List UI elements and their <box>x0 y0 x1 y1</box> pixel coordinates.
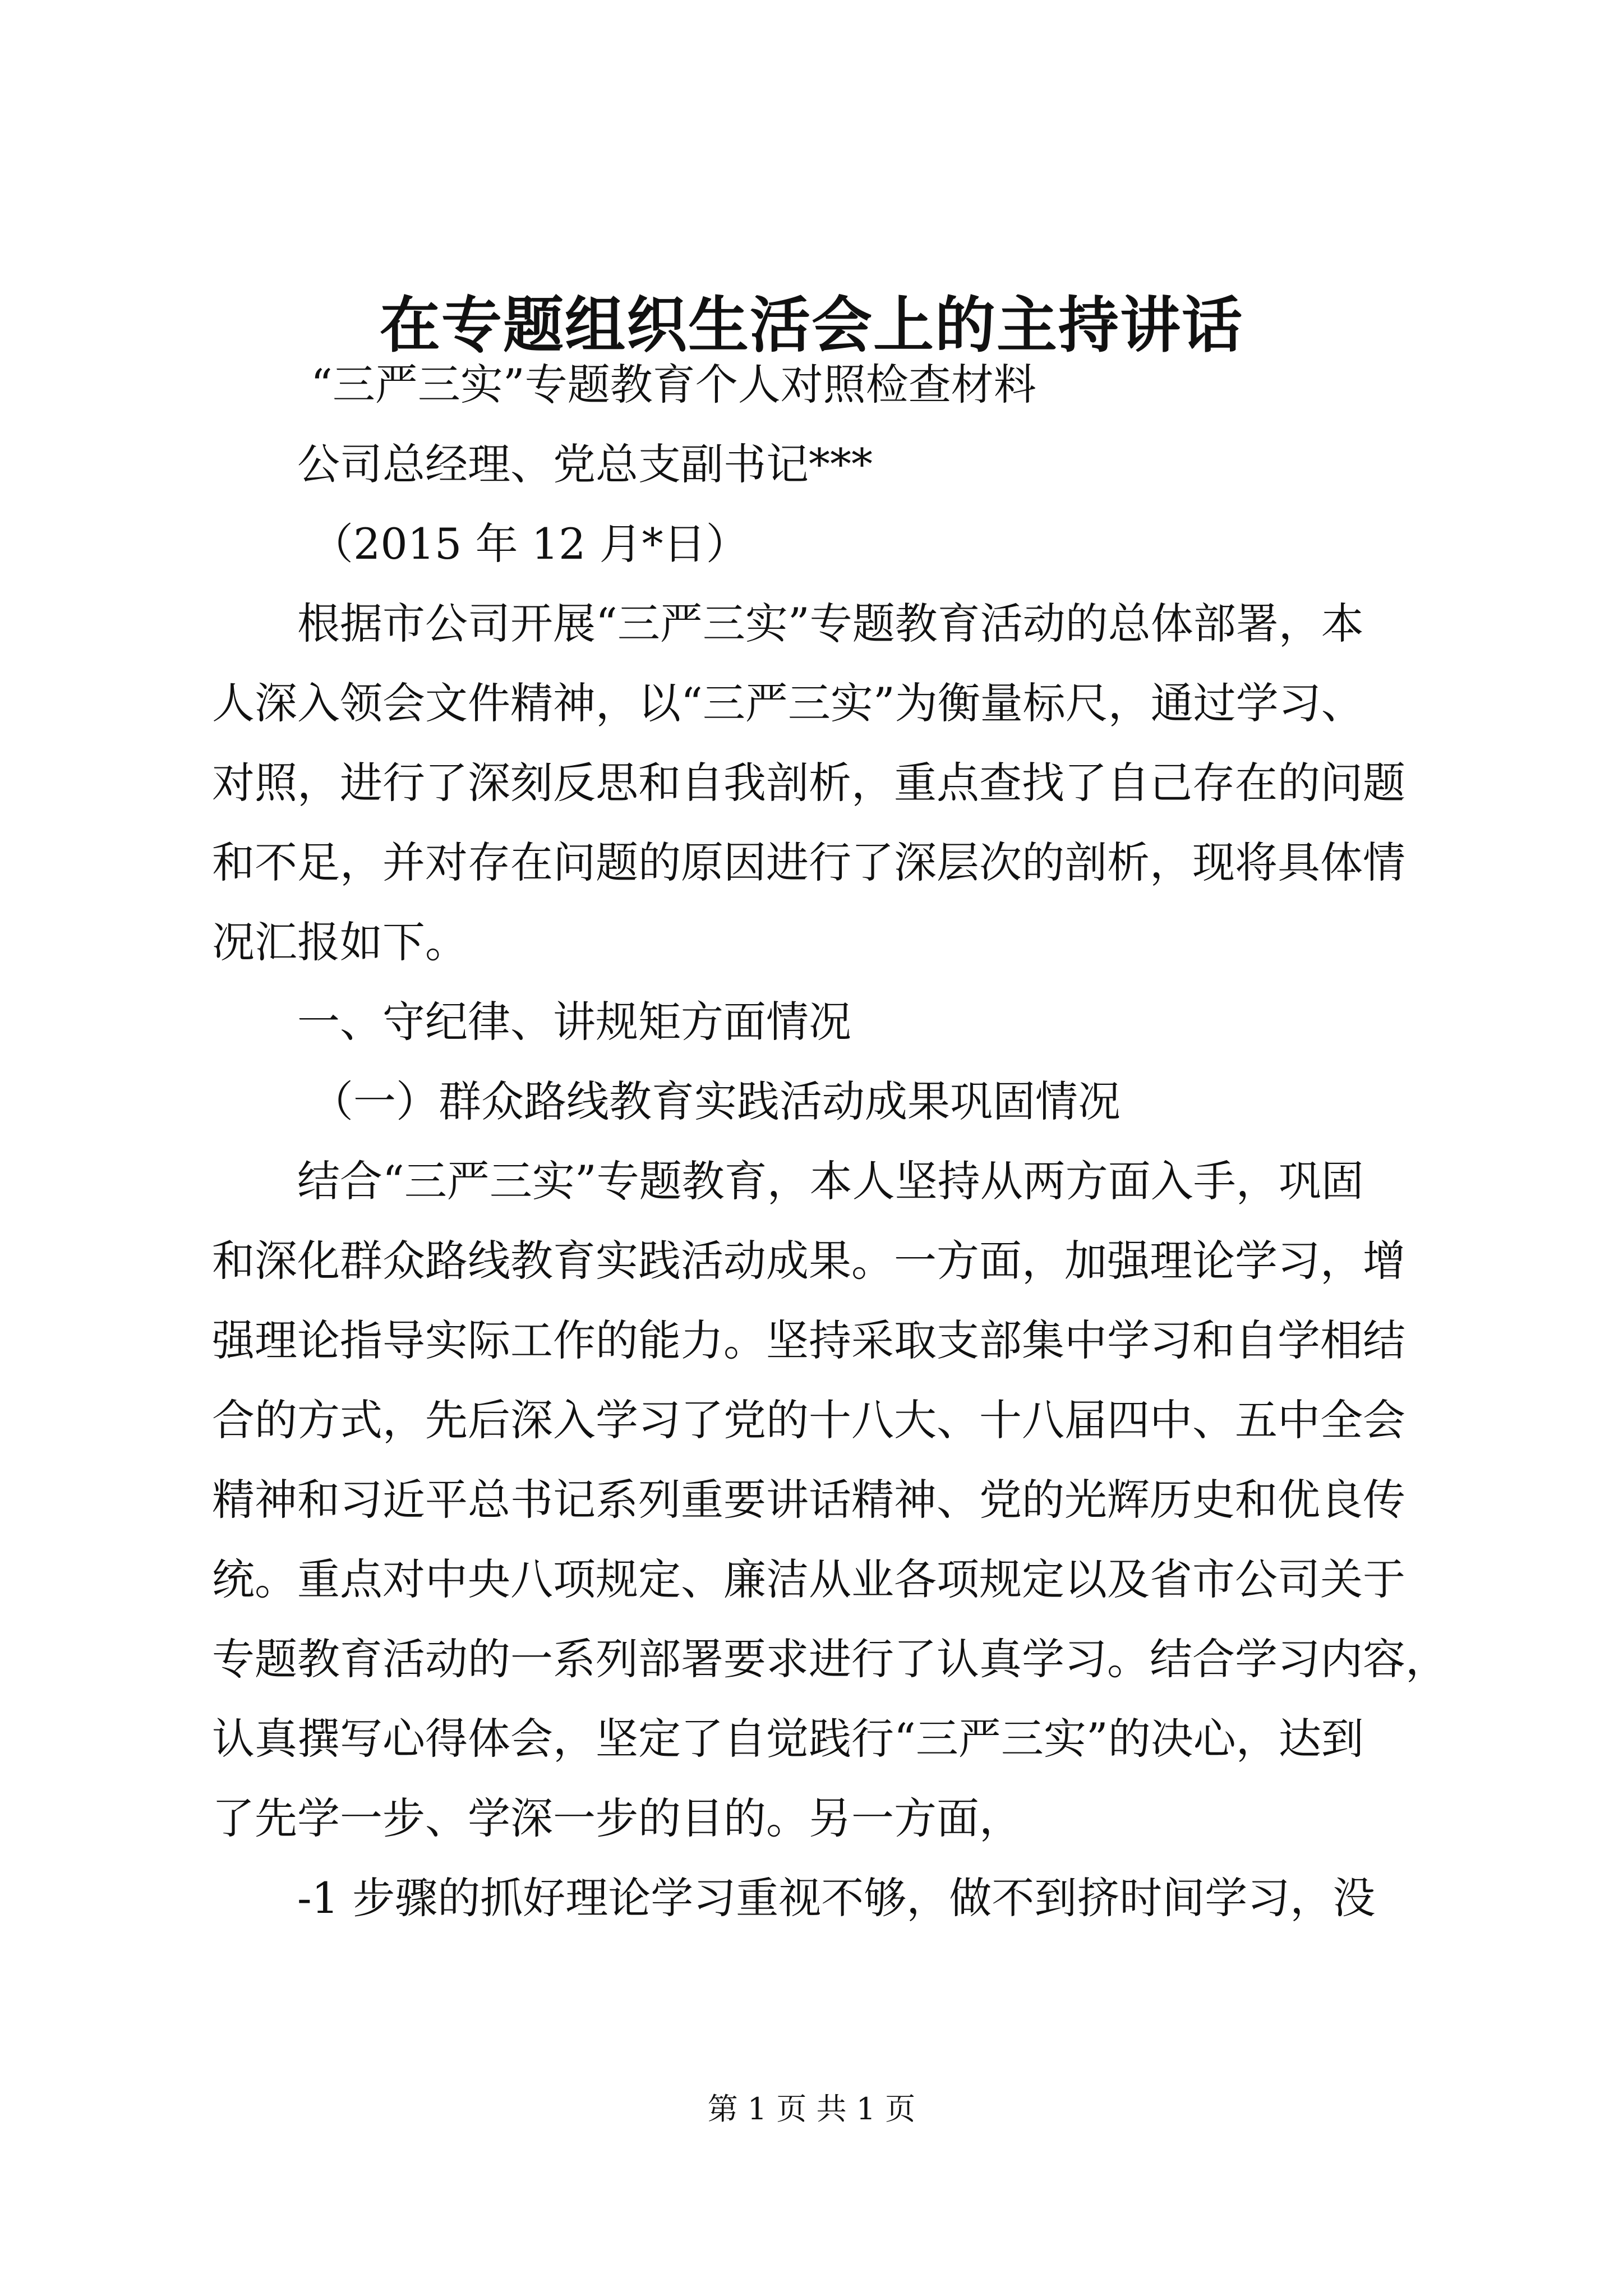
body-line: 精神和习近平总书记系列重要讲话精神、党的光辉历史和优良传 <box>212 1475 1405 1525</box>
section-heading: 一、守纪律、讲规矩方面情况 <box>297 997 851 1047</box>
document-body <box>212 345 1448 1938</box>
body-line: 根据市公司开展“三严三实”专题教育活动的总体部署，本 <box>297 599 1364 648</box>
body-line: 强理论指导实际工作的能力。坚持采取支部集中学习和自学相结 <box>212 1315 1405 1365</box>
page-footer: 第 1 页 共 1 页 <box>707 2091 916 2127</box>
body-line: 公司总经理、党总支副书记*** <box>297 439 873 489</box>
body-line: 合的方式，先后深入学习了党的十八大、十八届四中、五中全会 <box>212 1395 1405 1445</box>
body-line: 人深入领会文件精神，以“三严三实”为衡量标尺，通过学习、 <box>212 678 1364 728</box>
body-line: 认真撰写心得体会，坚定了自觉践行“三严三实”的决心，达到 <box>212 1714 1364 1764</box>
body-line: -1 步骤的抓好理论学习重视不够，做不到挤时间学习，没 <box>297 1873 1376 1923</box>
body-line: 结合“三严三实”专题教育，本人坚持从两方面入手，巩固 <box>297 1156 1364 1206</box>
subsection-heading: （一）群众路线教育实践活动成果巩固情况 <box>311 1076 1121 1126</box>
body-line: 专题教育活动的一系列部署要求进行了认真学习。结合学习内容， <box>212 1634 1448 1684</box>
body-line: 和不足，并对存在问题的原因进行了深层次的剖析，现将具体情 <box>212 838 1405 887</box>
body-line: （2015 年 12 月*日） <box>311 519 749 569</box>
document-title: 在专题组织生活会上的主持讲话 <box>379 290 1243 361</box>
body-line: 和深化群众路线教育实践活动成果。一方面，加强理论学习，增 <box>212 1236 1405 1286</box>
body-line: “三严三实”专题教育个人对照检查材料 <box>311 360 1036 409</box>
body-line: 了先学一步、学深一步的目的。另一方面， <box>212 1793 1022 1843</box>
body-line: 对照，进行了深刻反思和自我剖析，重点查找了自己存在的问题 <box>212 758 1405 808</box>
body-line: 况汇报如下。 <box>212 917 468 967</box>
body-line: 统。重点对中央八项规定、廉洁从业各项规定以及省市公司关于 <box>212 1554 1405 1604</box>
